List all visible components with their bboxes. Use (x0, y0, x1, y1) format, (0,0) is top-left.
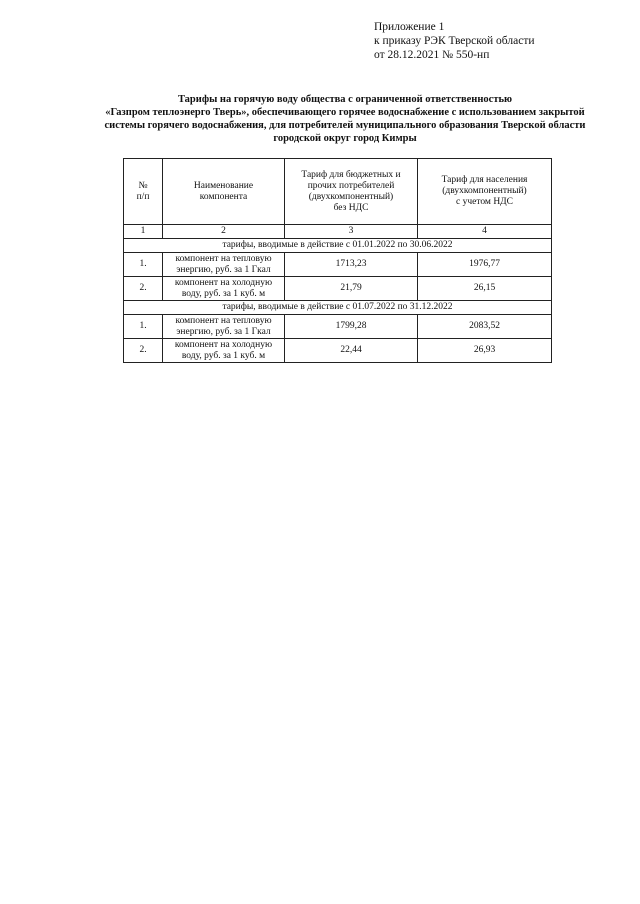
population-tariff-value: 2083,52 (418, 315, 552, 339)
table-row (124, 277, 552, 301)
row-number: 1. (124, 315, 163, 339)
row-number: 2. (124, 339, 163, 363)
period-row (124, 239, 552, 253)
budget-tariff-value: 22,44 (285, 339, 418, 363)
header-population-tariff: Тариф для населения (двухкомпонентный) с учетом НДС (418, 159, 552, 225)
period-row (124, 301, 552, 315)
column-number: 4 (418, 225, 552, 239)
title-line: городской округ город Кимры (273, 133, 417, 144)
row-number: 1. (124, 253, 163, 277)
header-num: № п/п (124, 159, 163, 225)
component-name: компонент на тепловую энергию, руб. за 1 Гкал (163, 315, 285, 339)
title-line: системы горячего водоснабжения, для потребителей муниципального образования Тверской области (104, 120, 586, 131)
table-header-row (124, 159, 552, 225)
period-label: тарифы, вводимые в действие с 01.01.2022 по 30.06.2022 (124, 239, 552, 253)
header-name: Наименование компонента (163, 159, 285, 225)
table-row (124, 315, 552, 339)
component-name: компонент на холодную воду, руб. за 1 куб. м (163, 277, 285, 301)
budget-tariff-value: 1713,23 (285, 253, 418, 277)
column-number: 3 (285, 225, 418, 239)
title-line: «Газпром теплоэнерго Тверь», обеспечивающего горячее водоснабжение с использованием закрытой (105, 107, 585, 118)
period-label: тарифы, вводимые в действие с 01.07.2022 по 31.12.2022 (124, 301, 552, 315)
appendix-line: Приложение 1 (374, 21, 445, 33)
appendix-reference (374, 20, 535, 62)
budget-tariff-value: 1799,28 (285, 315, 418, 339)
table-row (124, 339, 552, 363)
tariff-table (123, 158, 552, 363)
population-tariff-value: 26,93 (418, 339, 552, 363)
column-number: 1 (124, 225, 163, 239)
table-row (124, 253, 552, 277)
population-tariff-value: 1976,77 (418, 253, 552, 277)
title-line: Тарифы на горячую воду общества с ограниченной ответственностью (177, 94, 513, 105)
column-number: 2 (163, 225, 285, 239)
population-tariff-value: 26,15 (418, 277, 552, 301)
component-name: компонент на тепловую энергию, руб. за 1 Гкал (163, 253, 285, 277)
column-number-row (124, 225, 552, 239)
component-name: компонент на холодную воду, руб. за 1 куб. м (163, 339, 285, 363)
header-budget-tariff: Тариф для бюджетных и прочих потребителей (двухкомпонентный) без НДС (285, 159, 418, 225)
row-number: 2. (124, 277, 163, 301)
document-title (80, 93, 610, 145)
appendix-line: от 28.12.2021 № 550-нп (374, 49, 490, 61)
appendix-line: к приказу РЭК Тверской области (374, 35, 535, 47)
budget-tariff-value: 21,79 (285, 277, 418, 301)
